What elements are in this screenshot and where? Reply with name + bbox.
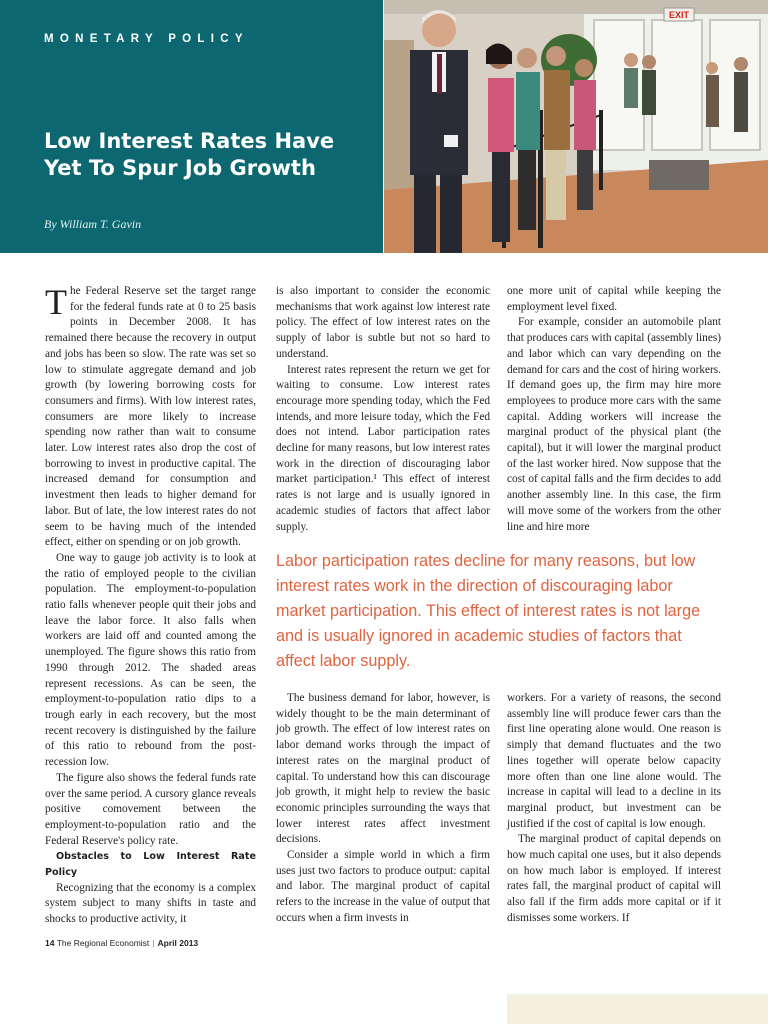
page-number: 14: [45, 938, 55, 948]
byline: By William T. Gavin: [44, 217, 142, 231]
corner-tab: [507, 994, 768, 1024]
paragraph-6: Interest rates represent the return we get for waiting to consume. Low interest rates encourage more spending today, which the Fed intends, and more leisure today, which the Fed does not intend. Labor participation rates decline for many reasons, but low interest rates work in the direction of discouraging labor market participation.¹ This effect of interest rates is not large and is usually ignored in academic studies of factors that affect labor supply.: [276, 363, 490, 533]
paragraph-1: The Federal Reserve set the target range for the federal funds rate at 0 to 25 basis points in December 2008. It has remained there because the recovery in output and jobs has been so slow. The rate was set so low to stimulate aggregate demand and job growth (by lowering borrowing costs for consumers and firms). With low interest rates, consumers are more likely to increase spending now rather than wait to consume later. Low interest rates also drop the cost of borrowing to invest in productive capital. The increased demand for consumption and investment then leads to higher demand for labor. But of late, the low interest rates do not seem to be having much of the intended effect, either on spending or on job growth.: [45, 282, 256, 549]
paragraph-9: The business demand for labor, however, is widely thought to be the main determinant of job growth. The effect of low interest rates on labor demand works through the impact of interest rates on the marginal product of capital. To understand how this can discourage job growth, it might help to review the basic economic principles surrounding the ways that lower interest rates affect investment decisions.: [276, 692, 490, 846]
section-subhead: Obstacles to Low Interest Rate Policy: [45, 851, 256, 879]
column-2-top: [276, 284, 490, 535]
drop-cap: T: [45, 282, 67, 322]
exit-sign: EXIT: [668, 10, 690, 20]
column-3-top: [507, 284, 721, 535]
paragraph-11: workers. For a variety of reasons, the second assembly line will produce fewer cars than the first line operating alone would. One reason is simply that demand fluctuates and the two lines together will operate below capacity more often than one line alone would. The increase in capital will lead to a decline in its marginal product, but investment can be justified if the cost of capital is low enough.: [507, 692, 721, 830]
paragraph-3: The figure also shows the federal funds rate over the same period. A cursory glance reveals positive comovement between the employment-to-population ratio and the Federal Reserve's policy rate.: [45, 771, 256, 847]
issue-date: April 2013: [157, 938, 199, 948]
footer-separator: |: [152, 938, 155, 948]
header-photo: [384, 0, 768, 253]
paragraph-5: is also important to consider the economic mechanisms that work against low interest rate policy. The effect of low interest rates on the supply of labor is subtle but not so hard to understand.: [276, 285, 490, 360]
column-2-bottom: [276, 691, 490, 927]
column-3-bottom: [507, 691, 721, 927]
paragraph-4: Recognizing that the economy is a complex system subject to many shifts in taste and shocks to productive activity, it: [45, 881, 256, 926]
publication-name: The Regional Economist: [56, 938, 150, 948]
page-footer: [45, 938, 198, 948]
paragraph-8: For example, consider an automobile plant that produces cars with capital (assembly lines) and labor which can vary depending on the demand for cars and the cost of hiring workers. If demand goes up, the firm may hire more employees to produce more cars with the same capital. Adding workers will increase the marginal product of the physical plant (the capital), but it will lower the marginal product of the last worker hired. Now suppose that the cost of capital falls and the firm decides to add another assembly line. In this case, the firm will move some of the workers from the other line and hire more: [507, 316, 721, 533]
header-panel: [0, 0, 383, 253]
column-1: [45, 284, 256, 928]
article-title: Low Interest Rates Have Yet To Spur Job Growth: [44, 129, 335, 180]
pull-quote: Labor participation rates decline for many reasons, but low interest rates work in the direction of discouraging labor market participation. This effect of interest rates is not large and is usually ignored in academic studies of factors that affect labor supply.: [276, 552, 701, 670]
paragraph-10: Consider a simple world in which a firm uses just two factors to produce output: capital and labor. The marginal product of capital refers to the increase in the value of output that occurs when a firm invests in: [276, 849, 490, 924]
section-label: MONETARY POLICY: [44, 33, 249, 45]
paragraph-2: One way to gauge job activity is to look at the ratio of employed people to the civilian population. The employment-to-population ratio falls whenever people quit their jobs and leave the labor force. It also falls when workers are laid off and counted among the unemployed. The figure shows this ratio from 1990 through 2012. The shaded areas represent recessions. As can be seen, the employment-to-population ratio dips to a trough early in each recovery, but the most recent recovery is distinguished by the failure of this ratio to rebound from the post-recession low.: [45, 551, 256, 769]
paragraph-12: The marginal product of capital depends on how much capital one uses, but it also depends on how much labor is employed. If interest rates fall, the marginal product of capital will also fall if the firm adds more capital or if it dismisses some workers. If: [507, 833, 721, 924]
paragraph-7: one more unit of capital while keeping the employment level fixed.: [507, 285, 721, 313]
